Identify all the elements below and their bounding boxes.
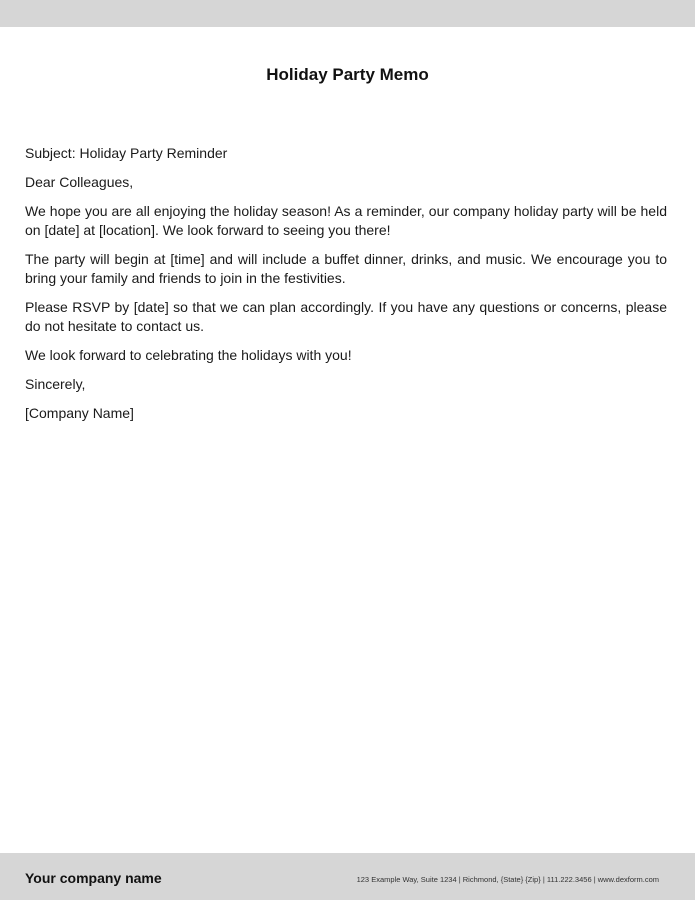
memo-paragraph: Please RSVP by [date] so that we can plan accordingly. If you have any questions or concerns, please do not hesitate to contact us. bbox=[25, 299, 667, 334]
footer-company-name: Your company name bbox=[25, 870, 162, 886]
memo-paragraph: We look forward to celebrating the holidays with you! bbox=[25, 347, 352, 363]
memo-paragraph: The party will begin at [time] and will include a buffet dinner, drinks, and music. We encourage you to bring your family and friends to join in the festivities. bbox=[25, 251, 667, 286]
memo-subject: Subject: Holiday Party Reminder bbox=[25, 145, 228, 161]
memo-signature: [Company Name] bbox=[25, 405, 134, 421]
page-title: Holiday Party Memo bbox=[266, 65, 429, 84]
header-band bbox=[0, 0, 695, 27]
memo-salutation: Dear Colleagues, bbox=[25, 174, 134, 190]
memo-closing: Sincerely, bbox=[25, 376, 86, 392]
memo-paragraph: We hope you are all enjoying the holiday season! As a reminder, our company holiday party will be held on [date] at [location]. We look forward to seeing you there! bbox=[25, 203, 667, 238]
memo-body bbox=[25, 144, 667, 433]
footer-address: 123 Example Way, Suite 1234 | Richmond, {State} {Zip} | 111.222.3456 | www.dexform.com bbox=[356, 875, 659, 884]
footer bbox=[0, 853, 695, 900]
